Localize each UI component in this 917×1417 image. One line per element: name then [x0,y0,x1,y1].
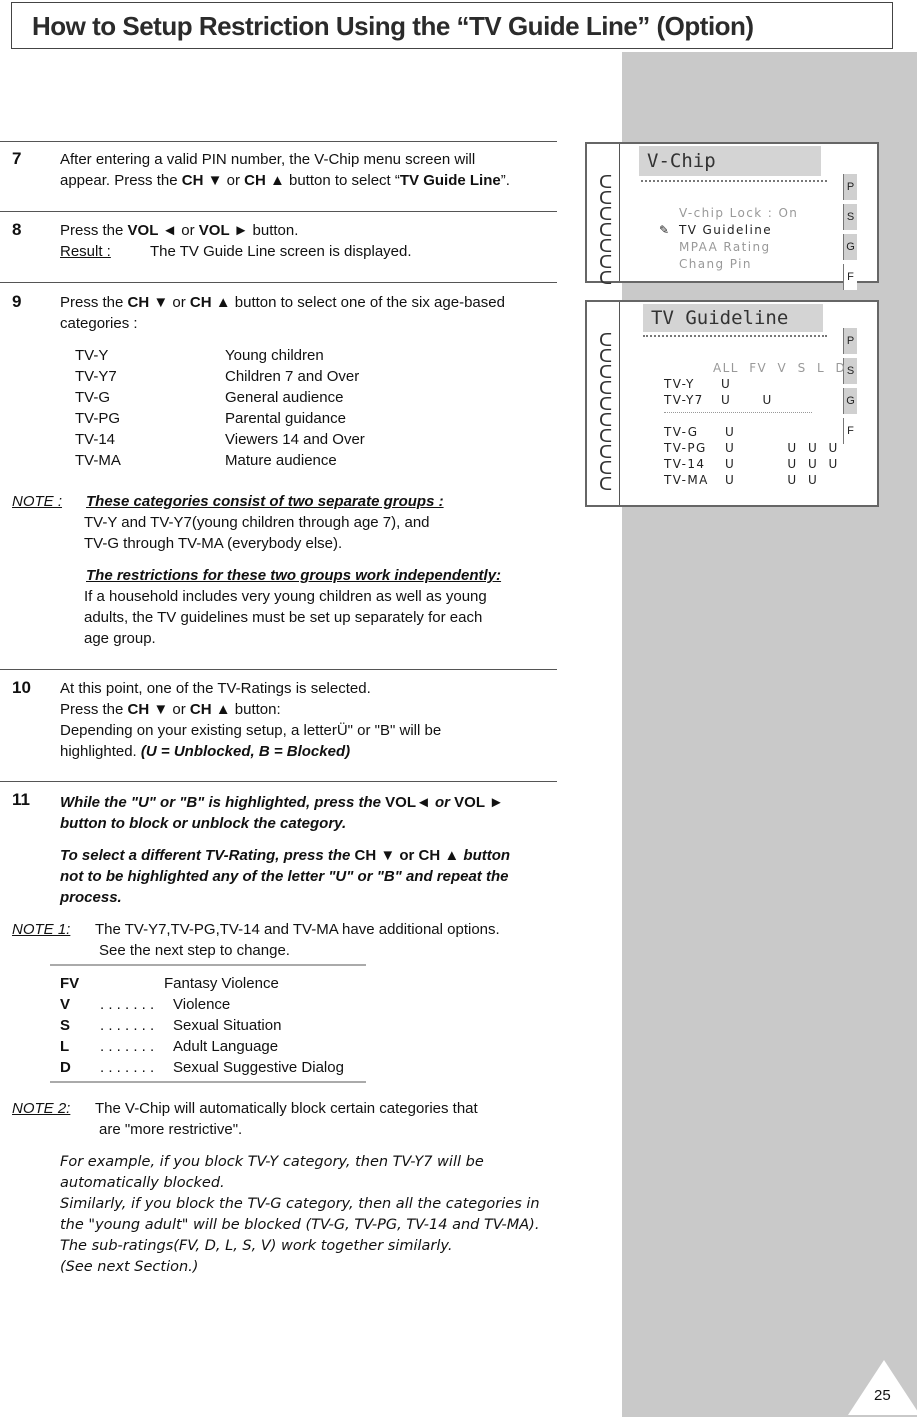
step-9-line-1: Press the CH ▼ or CH ▲ button to select one of the six age-based [60,294,505,311]
example-line: the "young adult" will be blocked (TV-G, TV-PG, TV-14 and TV-MA). [60,1217,540,1233]
step-9-line-2: categories : [60,315,138,332]
menu-item-mpaa-rating[interactable]: MPAA Rating [679,240,771,254]
step-10-line-1: At this point, one of the TV-Ratings is selected. [60,680,371,697]
page-number: 25 [874,1387,891,1404]
row-values[interactable]: U U U U [725,457,839,471]
note-1-label: NOTE 1: [12,921,71,938]
rating-code: TV-Y [75,347,109,364]
rating-code: TV-PG [75,410,121,427]
divider [0,669,557,670]
step-10-line-3: Depending on your existing setup, a letterÜ" or "B" will be [60,722,442,739]
screen-title: V-Chip [639,146,821,176]
rating-desc: Parental guidance [225,410,346,427]
screen-bezel-line [619,144,620,281]
rating-code: TV-Y7 [75,368,117,385]
subrating-dots: . . . . . . . [100,1017,155,1034]
row-label[interactable]: TV-G [664,425,699,439]
subrating-code: FV [60,975,80,992]
page-title-box [11,2,893,49]
row-label[interactable]: TV-Y [664,377,695,391]
note-line: If a household includes very young children as well as young [84,588,487,605]
note-2-line-1: The V-Chip will automatically block certain categories that [95,1100,478,1117]
tab-f[interactable]: F [843,418,857,444]
note-heading: These categories consist of two separate groups : [86,493,444,510]
row-values[interactable]: U U [721,393,773,407]
divider [0,282,557,283]
rating-desc: Young children [225,347,324,364]
example-line: automatically blocked. [60,1175,225,1191]
side-tabs [843,328,857,448]
step-number: 7 [12,149,22,168]
subrating-desc: Sexual Suggestive Dialog [173,1059,344,1076]
tab-s[interactable]: S [843,358,857,384]
row-label[interactable]: TV-PG [664,441,707,455]
note-line: TV-G through TV-MA (everybody else). [84,535,343,552]
divider [0,211,557,212]
tab-f[interactable]: F [843,264,857,290]
subrating-code: V [60,996,71,1013]
result-label: Result : [60,243,111,260]
screen-bezel-line [619,302,620,505]
menu-item-tv-guideline[interactable]: TV Guideline [679,223,773,237]
step-11-line-1: While the "U" or "B" is highlighted, press the VOL◄ or VOL ► [60,794,504,811]
example-line: (See next Section.) [60,1259,199,1275]
page-title: How to Setup Restriction Using the “TV Guide Line” (Option) [32,11,754,41]
step-7-line-1: After entering a valid PIN number, the V-Chip menu screen will [60,151,476,168]
note-2-label: NOTE 2: [12,1100,71,1117]
row-label[interactable]: TV-MA [664,473,709,487]
step-11-line-5: process. [60,889,122,906]
divider [0,141,557,142]
menu-item-vchip-lock[interactable]: V-chip Lock : On [679,206,799,220]
subrating-dots: . . . . . . . [100,996,155,1013]
step-11-line-2: button to block or unblock the category. [60,815,347,832]
rating-code: TV-MA [75,452,121,469]
subrating-code: L [60,1038,70,1055]
rating-code: TV-14 [75,431,116,448]
spiral-binding-icon: ᑕ ᑕ ᑕ ᑕ ᑕ ᑕ ᑕ ᑕ ᑕ ᑕ [599,330,613,494]
note-1-line-2: See the next step to change. [99,942,290,959]
step-11-line-4: not to be highlighted any of the letter "U" or "B" and repeat the [60,868,509,885]
rating-desc: Mature audience [225,452,337,469]
side-tabs [843,174,857,294]
note-line: adults, the TV guidelines must be set up separately for each [84,609,483,626]
rating-desc: General audience [225,389,344,406]
dotted-divider [643,335,827,337]
step-number: 10 [12,678,31,697]
tab-p[interactable]: P [843,328,857,354]
note-line: age group. [84,630,156,647]
table-rule [50,964,366,966]
spiral-binding-icon: ᑕ ᑕ ᑕ ᑕ ᑕ ᑕ ᑕ [599,172,613,288]
step-10-line-2: Press the CH ▼ or CH ▲ button: [60,701,281,718]
row-label[interactable]: TV-14 [664,457,706,471]
dotted-divider [641,180,827,182]
subrating-desc: Sexual Situation [173,1017,282,1034]
row-values[interactable]: U [721,377,732,391]
step-number: 9 [12,292,22,311]
step-number: 11 [12,790,30,809]
pencil-icon: ✎ [659,223,671,237]
menu-item-change-pin[interactable]: Chang Pin [679,257,752,271]
rating-desc: Viewers 14 and Over [225,431,365,448]
subrating-code: D [60,1059,71,1076]
screen-title: TV Guideline [643,304,823,332]
row-values[interactable]: U U U U [725,441,839,455]
step-10-line-4: highlighted. (U = Unblocked, B = Blocked) [60,743,351,760]
note-1-line-1: The TV-Y7,TV-PG,TV-14 and TV-MA have additional options. [95,921,500,938]
note-2-line-2: are "more restrictive". [99,1121,243,1138]
subrating-desc: Fantasy Violence [164,975,279,992]
step-number: 8 [12,220,22,239]
rating-code: TV-G [75,389,111,406]
step-7-line-2: appear. Press the CH ▼ or CH ▲ button to select “TV Guide Line”. [60,172,510,189]
step-11-line-3: To select a different TV-Rating, press the CH ▼ or CH ▲ button [60,847,511,864]
tab-g[interactable]: G [843,234,857,260]
example-line: Similarly, if you block the TV-G category, then all the categories in [60,1196,540,1212]
table-rule [50,1081,366,1083]
example-line: The sub-ratings(FV, D, L, S, V) work together similarly. [60,1238,453,1254]
step-8-line-1: Press the VOL ◄ or VOL ► button. [60,222,299,239]
row-label[interactable]: TV-Y7 [664,393,704,407]
subrating-code: S [60,1017,71,1034]
result-text: The TV Guide Line screen is displayed. [150,243,412,260]
note-label: NOTE : [12,493,63,510]
tv-guideline-screen [585,300,879,507]
tab-g[interactable]: G [843,388,857,414]
divider [0,781,557,782]
example-line: For example, if you block TV-Y category, then TV-Y7 will be [60,1154,484,1170]
group-divider [664,412,812,413]
tab-p[interactable]: P [843,174,857,200]
note-heading: The restrictions for these two groups work independently: [86,567,502,584]
subrating-desc: Adult Language [173,1038,279,1055]
subrating-desc: Violence [173,996,231,1013]
subrating-dots: . . . . . . . [100,1038,155,1055]
row-values[interactable]: U [725,425,736,439]
tab-s[interactable]: S [843,204,857,230]
vchip-screen [585,142,879,288]
rating-columns-header: ALL FV V S L D [713,361,847,375]
rating-desc: Children 7 and Over [225,368,360,385]
subrating-dots: . . . . . . . [100,1059,155,1076]
note-line: TV-Y and TV-Y7(young children through age 7), and [84,514,430,531]
row-values[interactable]: U U U [725,473,819,487]
